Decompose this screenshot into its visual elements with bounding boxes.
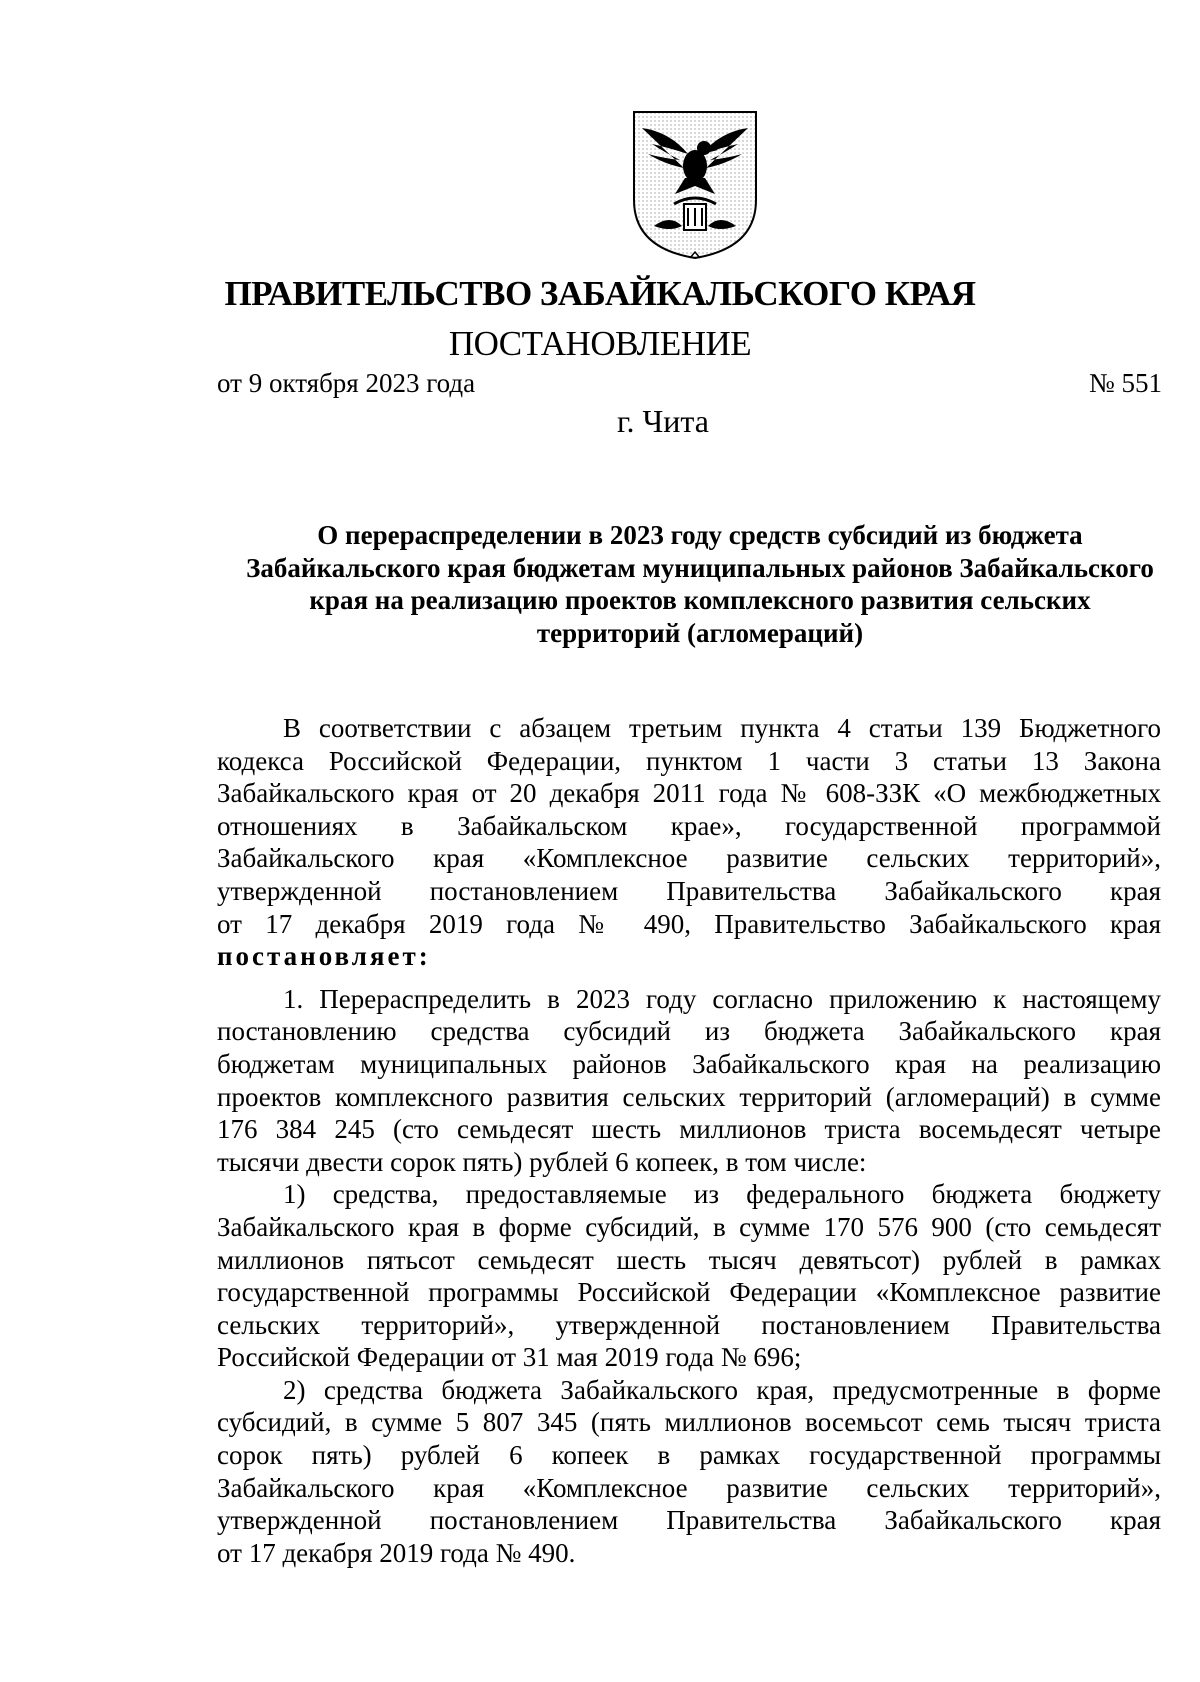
preamble-line: утвержденной постановлением Правительства Забайкальского края: [217, 875, 1161, 906]
document-city: г. Чита: [616, 403, 709, 439]
clause-line: бюджетам муниципальных районов Забайкальского края на реализацию: [217, 1048, 1161, 1079]
document-body: [217, 712, 1161, 1569]
preamble-line: от 17 декабря 2019 года № 490, Правительство Забайкальского края: [217, 908, 1161, 939]
document-title: [220, 519, 1180, 649]
clause-line: проектов комплексного развития сельских территорий (агломераций) в сумме: [217, 1081, 1161, 1112]
subclause-line: 2) средства бюджета Забайкальского края, предусмотренные в форме: [283, 1374, 1161, 1405]
preamble-line: отношениях в Забайкальском крае», государственной программой: [217, 810, 1161, 841]
subclause-line: от 17 декабря 2019 года № 490.: [217, 1537, 576, 1568]
clause-line: 1. Перераспределить в 2023 году согласно приложению к настоящему: [283, 983, 1161, 1014]
document-number: № 551: [1088, 368, 1162, 398]
resolves-keyword: постановляет:: [217, 941, 431, 972]
subclause-line: миллионов пятьсот семьдесят шесть тысяч девятьсот) рублей в рамках: [217, 1244, 1161, 1275]
subclause-line: сельских территорий», утвержденной постановлением Правительства: [217, 1309, 1161, 1340]
subclause-line: утвержденной постановлением Правительства Забайкальского края: [217, 1505, 1161, 1536]
coat-of-arms-icon: [630, 108, 760, 260]
subclause-line: государственной программы Российской Федерации «Комплексное развитие: [217, 1277, 1161, 1308]
preamble-line: Забайкальского края от 20 декабря 2011 года № 608-ЗЗК «О межбюджетных: [217, 778, 1161, 809]
preamble-line: кодекса Российской Федерации, пунктом 1 части 3 статьи 13 Закона: [217, 745, 1161, 776]
clause-line: тысячи двести сорок пять) рублей 6 копеек, в том числе:: [217, 1146, 867, 1177]
title-line: О перераспределении в 2023 году средств субсидий из бюджета: [317, 520, 1083, 550]
government-name: ПРАВИТЕЛЬСТВО ЗАБАЙКАЛЬСКОГО КРАЯ: [224, 274, 976, 313]
title-line: территорий (агломераций): [536, 617, 864, 648]
subclause-line: Забайкальского края «Комплексное развитие сельских территорий»,: [217, 1472, 1161, 1503]
preamble-line: Забайкальского края «Комплексное развитие сельских территорий»,: [217, 843, 1161, 874]
subclause-line: Забайкальского края в форме субсидий, в сумме 170 576 900 (сто семьдесят: [217, 1211, 1161, 1242]
title-line: Забайкальского края бюджетам муниципальных районов Забайкальского: [246, 552, 1154, 583]
subclause-line: сорок пять) рублей 6 копеек в рамках государственной программы: [217, 1440, 1161, 1471]
title-line: края на реализацию проектов комплексного развития сельских: [309, 585, 1091, 615]
document-date: от 9 октября 2023 года: [217, 368, 476, 398]
subclause-line: Российской Федерации от 31 мая 2019 года № 696;: [217, 1342, 802, 1373]
clause-line: 176 384 245 (сто семьдесят шесть миллионов триста восемьдесят четыре: [217, 1114, 1161, 1145]
clause-line: постановлению средства субсидий из бюджета Забайкальского края: [217, 1016, 1161, 1047]
subclause-line: субсидий, в сумме 5 807 345 (пять миллионов восемьсот семь тысяч триста: [217, 1407, 1161, 1438]
preamble-line: В соответствии с абзацем третьим пункта 4 статьи 139 Бюджетного: [283, 713, 1161, 743]
document-type: ПОСТАНОВЛЕНИЕ: [448, 324, 752, 363]
subclause-line: 1) средства, предоставляемые из федерального бюджета бюджету: [283, 1179, 1161, 1210]
